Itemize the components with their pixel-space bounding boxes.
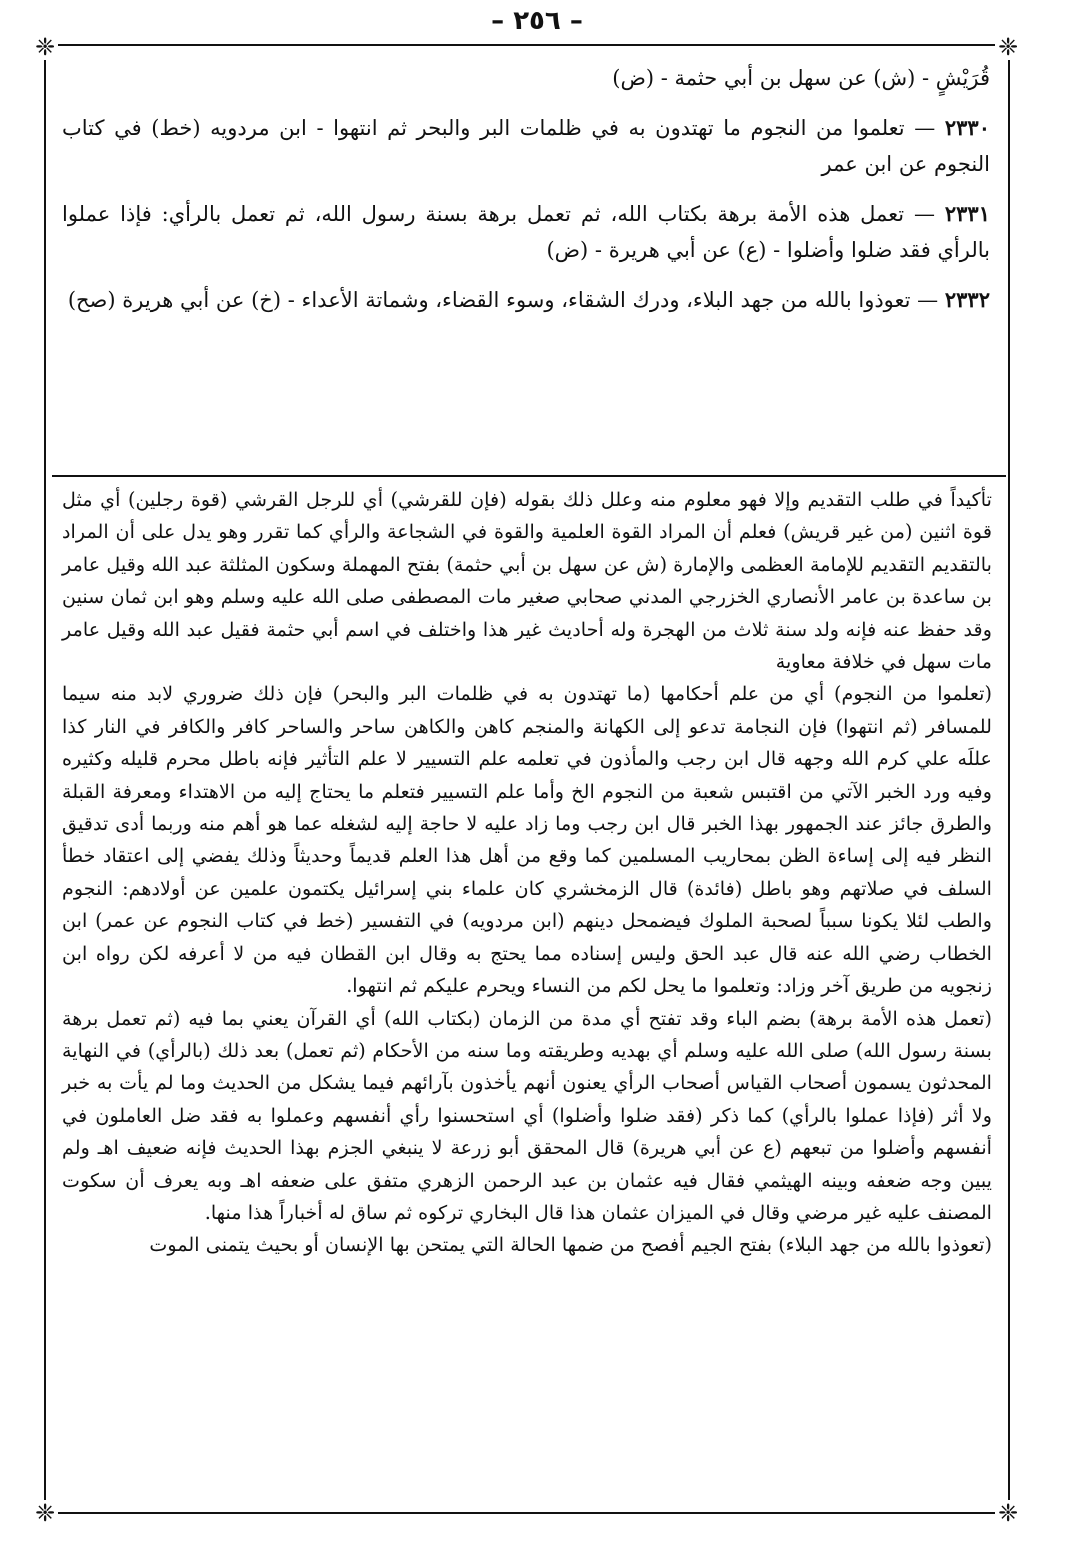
hadith-text: قُرَيْشٍ - (ش) عن سهل بن أبي حثمة - (ض) (612, 66, 990, 90)
commentary-paragraph: (تعوذوا بالله من جهد البلاء) بفتح الجيم أفصح من ضمها الحالة التي يمتحن بها الإنسان أو بحيث يتمنى الموت (149, 1233, 992, 1257)
hadith-number: ٢٣٣٠ (944, 115, 990, 140)
page-number: – ٢٥٦ – (491, 6, 583, 36)
commentary-section (62, 484, 992, 1262)
corner-ornament-icon: ❈ (995, 1500, 1021, 1526)
hadith-entry (62, 282, 990, 318)
page-frame-bottom (44, 1512, 1008, 1514)
commentary-paragraph: (تعمل هذه الأمة برهة) بضم الباء وقد تفتح أي مدة من الزمان (بكتاب الله) أي القرآن يعني بما فيه (ثم تعمل برهة بسنة رسول الله) صلى الله عليه وسلم أي بهديه وطريقته وما سنه من الأحكام (ثم تعمل) بعد ذلك (بالرأي) في النهاية المحدثون يسمون أصحاب القياس أصحاب الرأي يعنون أنهم يأخذون بآرائهم فيما يشكل من الحديث وما لم يأت به خبر ولا أثر (فإذا عملوا بالرأي) كما ذكر (فقد ضلوا وأضلوا) أي استحسنوا رأي أنفسهم وعملوا به فقد ضل العاملون في أنفسهم وأضلوا من تبعهم (ع عن أبي هريرة) قال المحقق أبو زرعة لا ينبغي الجزم بهذا الحديث فإنه ضعيف اهـ ولم يبين وجه ضعفه وبينه الهيثمي فقال فيه عثمان بن عبد الرحمن الزهري متفق على ضعفه اهـ وبه يعرف أن سكوت المصنف عليه غير مرضي وقال في الميزان عثمان هذا قال البخاري تركوه ثم ساق له أخباراً هذا منها. (62, 1006, 992, 1224)
hadith-number: ٢٣٣١ (944, 201, 990, 226)
hadith-number: ٢٣٣٢ (944, 287, 990, 312)
commentary-paragraph: (تعلموا من النجوم) أي من علم أحكامها (ما تهتدون به في ظلمات البر والبحر) فإن ذلك ضروري لابد منه سيما للمسافر (ثم انتهوا) فإن النجامة تدعو إلى الكهانة والمنجم كاهن والكاهن ساحر والساحر كافر والكافر في النار كذا عللَه علي كرم الله وجهه قال ابن رجب والمأذون في تعلمه علم التسيير لا علم التأثير فإنه باطل محرم قليله وكثيره وفيه ورد الخبر الآتي من اقتبس شعبة من النجوم الخ وأما علم التسيير فتعلم ما يحتاج إليه من الاهتداء ومعرفة القبلة والطرق جائز عند الجمهور بهذا الخبر قال ابن رجب وما زاد عليه لا حاجة إليه لشغله عما هو أهم منه وربما أدى تدقيق النظر فيه إلى إساءة الظن بمحاريب المسلمين كما وقع من أهل هذا العلم قديماً وحديثاً وذلك يفضي إلى اعتقاد خطأ السلف في صلاتهم وهو باطل (فائدة) قال الزمخشري كان علماء بني إسرائيل يكتمون علمين عن أولادهم: النجوم والطب لئلا يكونا سبباً لصحبة الملوك فيضمحل دينهم (ابن مردويه) في التفسير (خط في كتاب النجوم عن عمر) ابن الخطاب رضي الله عنه قال عبد الحق وليس إسناده مما يحتج به وقال ابن القطان فيه من لا أعرفه لكن رواه ابن زنجويه من طريق آخر وزاد: وتعلموا ما يحل لكم من النساء ويحرم عليكم ثم انتهوا. (62, 682, 992, 998)
hadith-text: — تعوذوا بالله من جهد البلاء، ودرك الشقاء، وسوء القضاء، وشماتة الأعداء - (خ) عن أبي هريرة (صح) (67, 288, 939, 312)
hadith-text: — تعلموا من النجوم ما تهتدون به في ظلمات البر والبحر ثم انتهوا - ابن مردويه (خط) في كتاب النجوم عن ابن عمر (62, 116, 990, 176)
hadith-entry (62, 110, 990, 182)
commentary-paragraph: تأكيداً في طلب التقديم وإلا فهو معلوم منه وعلل ذلك بقوله (فإن للقرشي) أي للرجل القرشي (قوة رجلين) أي مثل قوة اثنين (من غير قريش) فعلم أن المراد القوة العلمية والقوة في الشجاعة والرأي كما تقرر وهو يدل على أن المراد بالتقديم التقديم للإمامة العظمى والإمارة (ش عن سهل بن أبي حثمة) بفتح المهملة وسكون المثلثة عبد الله وقيل عامر بن ساعدة بن عامر الأنصاري الخزرجي المدني صحابي صغير مات المصطفى صلى الله عليه وسلم وهو ابن ثمان سنين وقد حفظ عنه فإنه ولد سنة ثلاث من الهجرة وله أحاديث غير هذا واختلف في اسم أبي حثمة فقيل عبد الله وقيل عامر مات سهل في خلافة معاوية (62, 488, 992, 674)
hadith-entry (62, 196, 990, 268)
corner-ornament-icon: ❈ (995, 34, 1021, 60)
hadith-text: — تعمل هذه الأمة برهة بكتاب الله، ثم تعمل برهة بسنة رسول الله، ثم تعمل بالرأي: فإذا عملوا بالرأي فقد ضلوا وأضلوا - (ع) عن أبي هريرة - (ض) (62, 202, 990, 262)
hadith-continuation (62, 60, 990, 96)
hadith-section (62, 60, 990, 332)
corner-ornament-icon: ❈ (32, 34, 58, 60)
corner-ornament-icon: ❈ (32, 1500, 58, 1526)
section-divider (52, 475, 1006, 477)
